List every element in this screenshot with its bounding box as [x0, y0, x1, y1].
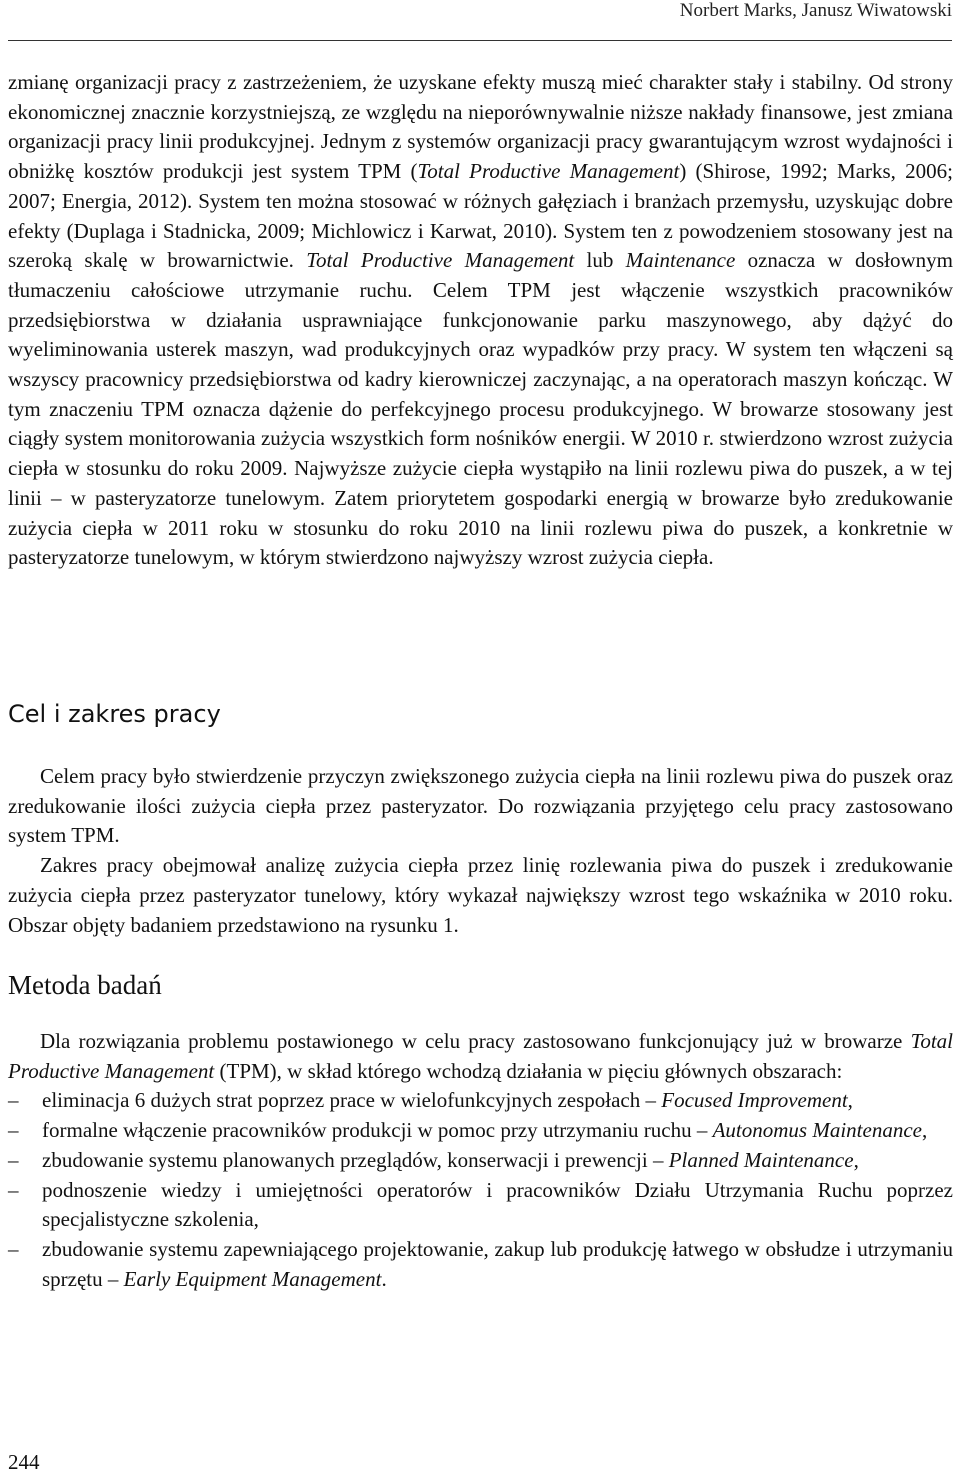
intro-text-2: ) (Shirose, 1992; Marks, 2006; 2007; Energia, 2012). System ten można stosować w różnych gałęziach i branżach przemysłu, uzyskując dobre efekty (Duplaga i Stadnicka, 2009; Michlowicz i Karwat, 2010). System ten z powodzeniem stosowany jest na szeroką skalę w browarnictwie.	[8, 159, 953, 273]
cel-paragraph-1: Celem pracy było stwierdzenie przyczyn zwiększonego zużycia ciepła na linii rozlewu piwa do puszek oraz zredukowanie ilości zużycia ciepła przez pasteryzator. Do rozwiązania przyjętego celu pracy zastosowano system TPM.	[8, 764, 953, 848]
list-item-italic: Focused Improvement	[661, 1088, 848, 1113]
list-item-text: formalne włączenie pracowników produkcji w pomoc przy utrzymaniu ruchu –	[42, 1118, 713, 1143]
page-number: 244	[8, 1450, 40, 1474]
intro-italic-1: Total Productive Management	[417, 159, 680, 184]
list-item-text: eliminacja 6 dużych strat poprzez prace w wielofunkcyjnych zespołach –	[42, 1088, 662, 1113]
metoda-text-a: Dla rozwiązania problemu postawionego w celu pracy zastosowano funkcjonujący już w browarze	[40, 1029, 911, 1053]
intro-italic-2: Total Productive Management	[306, 248, 575, 273]
dash-bullet: –	[8, 1147, 19, 1172]
list-item-italic: Planned Maintenance	[668, 1147, 854, 1172]
list-item	[8, 1116, 953, 1146]
metoda-section-body	[8, 1027, 953, 1294]
metoda-italic: Total Productive Management	[8, 1029, 953, 1083]
list-item-text: zbudowanie systemu zapewniającego projektowanie, zakup lub produkcję łatwego w obsłudze i utrzymaniu sprzętu –	[42, 1236, 953, 1291]
dash-bullet: –	[8, 1118, 19, 1143]
intro-italic-3: Maintenance	[625, 248, 736, 273]
metoda-text-b: (TPM), w skład którego wchodzą działania w pięciu głównych obszarach:	[214, 1058, 843, 1083]
intro-text-1: zmianę organizacji pracy z zastrzeżeniem, że uzyskane efekty muszą mieć charakter stały i stabilny. Od strony ekonomicznej znacznie korzystniejszą, ze względu na nieporównywalnie niższe nakłady finansowe, jest zmiana organizacji pracy linii produkcyjnej. Jednym z systemów organizacji pracy gwarantującym wzrost wydajności i obniżkę kosztów produkcji jest system TPM (	[8, 70, 953, 184]
cel-section-body	[8, 762, 953, 940]
list-item	[8, 1086, 953, 1116]
header-rule	[8, 40, 952, 41]
list-item-tail: ,	[853, 1147, 859, 1172]
dash-bullet: –	[8, 1236, 19, 1261]
tpm-areas-list	[8, 1086, 953, 1294]
list-item	[8, 1235, 953, 1294]
dash-bullet: –	[8, 1177, 19, 1202]
list-item-text: podnoszenie wiedzy i umiejętności operatorów i pracowników Działu Utrzymania Ruchu poprzez specjalistyczne szkolenia,	[42, 1177, 953, 1232]
list-item-tail: ,	[847, 1088, 853, 1113]
running-header: Norbert Marks, Janusz Wiwatowski	[679, 0, 952, 21]
metoda-paragraph-1	[8, 1027, 953, 1086]
intro-text-3: lub	[574, 248, 626, 273]
dash-bullet: –	[8, 1088, 19, 1113]
cel-paragraph-2: Zakres pracy obejmował analizę zużycia ciepła przez linię rozlewania piwa do puszek i zredukowanie zużycia ciepła przez pasteryzator tunelowy, który wykazał największy wzrost tego wskaźnika w 2010 roku. Obszar objęty badaniem przedstawiono na rysunku 1.	[8, 853, 953, 937]
list-item-tail: .	[381, 1266, 387, 1291]
list-item-text: zbudowanie systemu planowanych przeglądów, konserwacji i prewencji –	[42, 1147, 669, 1172]
list-item-tail: ,	[921, 1118, 928, 1143]
list-item-italic: Autonomus Maintenance	[712, 1118, 922, 1143]
section-heading-cel: Cel i zakres pracy	[8, 700, 221, 728]
list-item	[8, 1146, 953, 1176]
section-heading-metoda: Metoda badań	[8, 970, 162, 1000]
intro-paragraph	[8, 68, 953, 573]
list-item	[8, 1176, 953, 1235]
intro-text-4: oznacza w dosłownym tłumaczeniu całościowe utrzymanie ruchu. Celem TPM jest włączenie wszystkich pracowników przedsiębiorstwa w działania usprawniające funkcjonowanie parku maszynowego, aby dążyć do wyeliminowania usterek maszyn, wad produkcyjnych oraz wypadków przy pracy. W system ten włączeni są wszyscy pracownicy przedsiębiorstwa od kadry kierowniczej zaczynając, a na operatorach maszyn kończąc. W tym znaczeniu TPM oznacza dążenie do perfekcyjnego procesu produkcyjnego. W browarze stosowany jest ciągły system monitorowania zużycia wszystkich form nośników energii. W 2010 r. stwierdzono wzrost zużycia ciepła w stosunku do roku 2009. Najwyższe zużycie ciepła wystąpiło na linii rozlewu piwa do puszek, a w tej linii – w pasteryzatorze tunelowym. Zatem priorytetem gospodarki energią w browarze było zredukowanie zużycia ciepła w 2011 roku w stosunku do roku 2010 na linii rozlewu piwa do puszek, a konkretnie w pasteryzatorze tunelowym, w którym stwierdzono najwyższy wzrost zużycia ciepła.	[8, 248, 953, 570]
list-item-italic: Early Equipment Management	[123, 1266, 382, 1291]
